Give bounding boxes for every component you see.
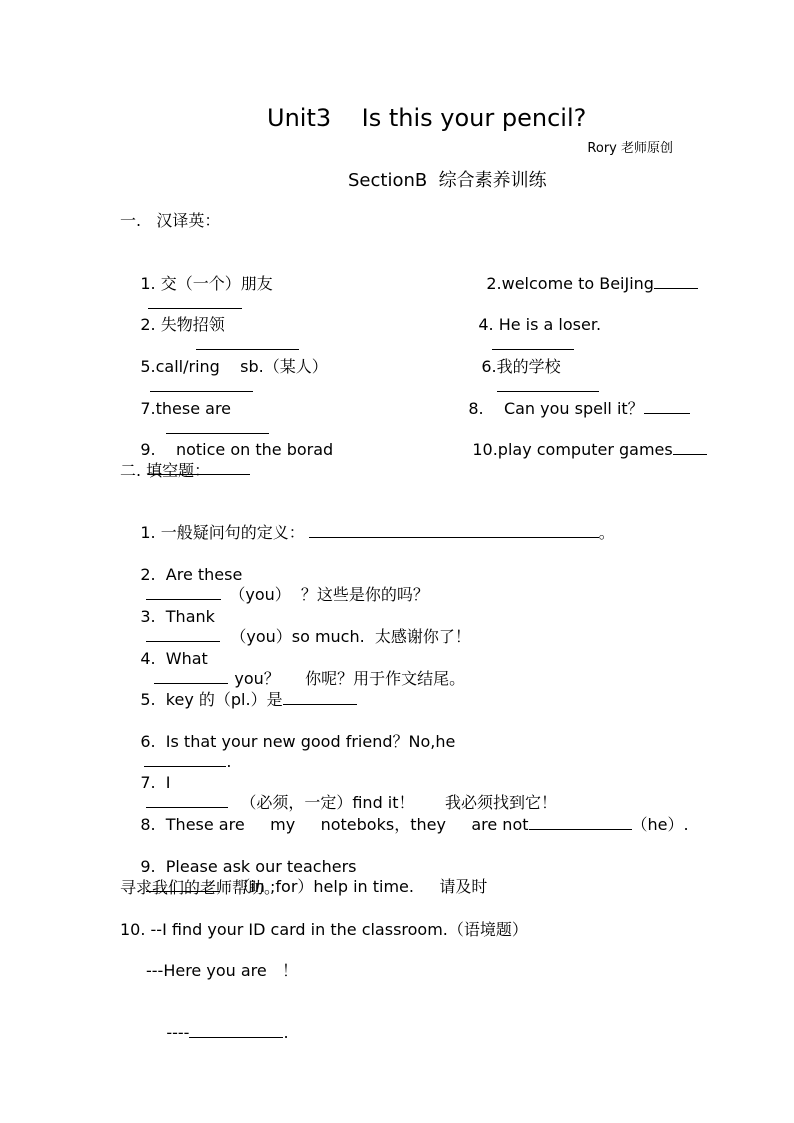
- s2-q1-end: 。: [598, 523, 615, 542]
- s1-item-5-label: 5.call/ring sb.（某人）: [140, 357, 328, 376]
- s2-q8-text-b: （he）.: [631, 815, 689, 834]
- s2-q2-text-a: 2. Are these: [140, 565, 243, 584]
- s1-item-3-label: 2. 失物招领: [140, 315, 225, 334]
- s2-q9-text-a: 9. Please ask our teachers: [140, 857, 357, 876]
- s1-item-10-blank[interactable]: [673, 440, 707, 455]
- s2-q10-dialog-line-2: ---Here you are ！: [146, 961, 298, 980]
- s1-item-2-label: 2.welcome to BeiJing: [486, 274, 654, 293]
- s2-q6-text-a: 6. Is that your new good friend？No,he: [140, 732, 456, 751]
- section2-heading: 二. 填空题：: [120, 461, 211, 480]
- section-subtitle: SectionB 综合素养训练: [348, 170, 547, 191]
- s2-q7-text-b: （必须，一定）find it！ 我必须找到它！: [240, 793, 558, 812]
- s2-q5-blank[interactable]: [283, 690, 357, 705]
- s2-q8-text-a: 8. These are my noteboks，they are not: [140, 815, 529, 834]
- s1-item-2-blank[interactable]: [654, 274, 698, 289]
- page-title: Unit3 Is this your pencil?: [267, 104, 587, 132]
- s2-question-10: 10. --I find your ID card in the classroom.（语境题）: [120, 920, 528, 939]
- s1-item-9: [120, 420, 333, 500]
- section1-heading: 一. 汉译英：: [120, 211, 221, 230]
- s1-item-1-label: 1. 交（一个）朋友: [140, 274, 273, 293]
- s2-q10-period: .: [283, 1023, 289, 1042]
- s2-question-9-continued: 寻求我们的老师帮助。: [120, 878, 281, 897]
- s1-item-7-label: 7.these are: [140, 399, 232, 418]
- s2-q10-dialog-line-3: [146, 1003, 289, 1063]
- s1-item-10-label: 10.play computer games: [472, 440, 673, 459]
- s2-q2-text-b: （you） ？这些是你的吗？: [229, 585, 429, 604]
- s2-q5-text-a: 5. key 的（pl.）是: [140, 690, 283, 709]
- author-credit: Rory 老师原创: [587, 141, 673, 156]
- s2-q10-blank[interactable]: [189, 1023, 283, 1038]
- s1-item-8-label: 8. Can you spell it？: [468, 399, 644, 418]
- s2-q4-text-a: 4. What: [140, 649, 208, 668]
- s2-q4-text-b: you？ 你呢？用于作文结尾。: [234, 669, 466, 688]
- s2-q1-text: 1. 一般疑问句的定义：: [140, 523, 305, 542]
- s1-item-4-label: 4. He is a loser.: [478, 315, 602, 334]
- s2-q8-blank[interactable]: [529, 815, 632, 830]
- s1-item-10: [452, 420, 707, 480]
- s2-q10-dash: ----: [166, 1023, 190, 1042]
- s2-q3-text-b: （you）so much. 太感谢你了！: [230, 627, 471, 646]
- s2-q6-text-b: .: [226, 752, 232, 771]
- s1-item-6-label: 6.我的学校: [481, 357, 561, 376]
- s1-item-9-label: 9. notice on the borad: [140, 440, 334, 459]
- s2-question-9: [120, 837, 487, 917]
- s2-q3-text-a: 3. Thank: [140, 607, 215, 626]
- s2-q1-blank[interactable]: [309, 523, 599, 538]
- s1-item-8-blank[interactable]: [644, 399, 690, 414]
- s2-q9-text-b: （in ;for）help in time. 请及时: [234, 877, 488, 896]
- s2-q7-text-a: 7. I: [140, 773, 171, 792]
